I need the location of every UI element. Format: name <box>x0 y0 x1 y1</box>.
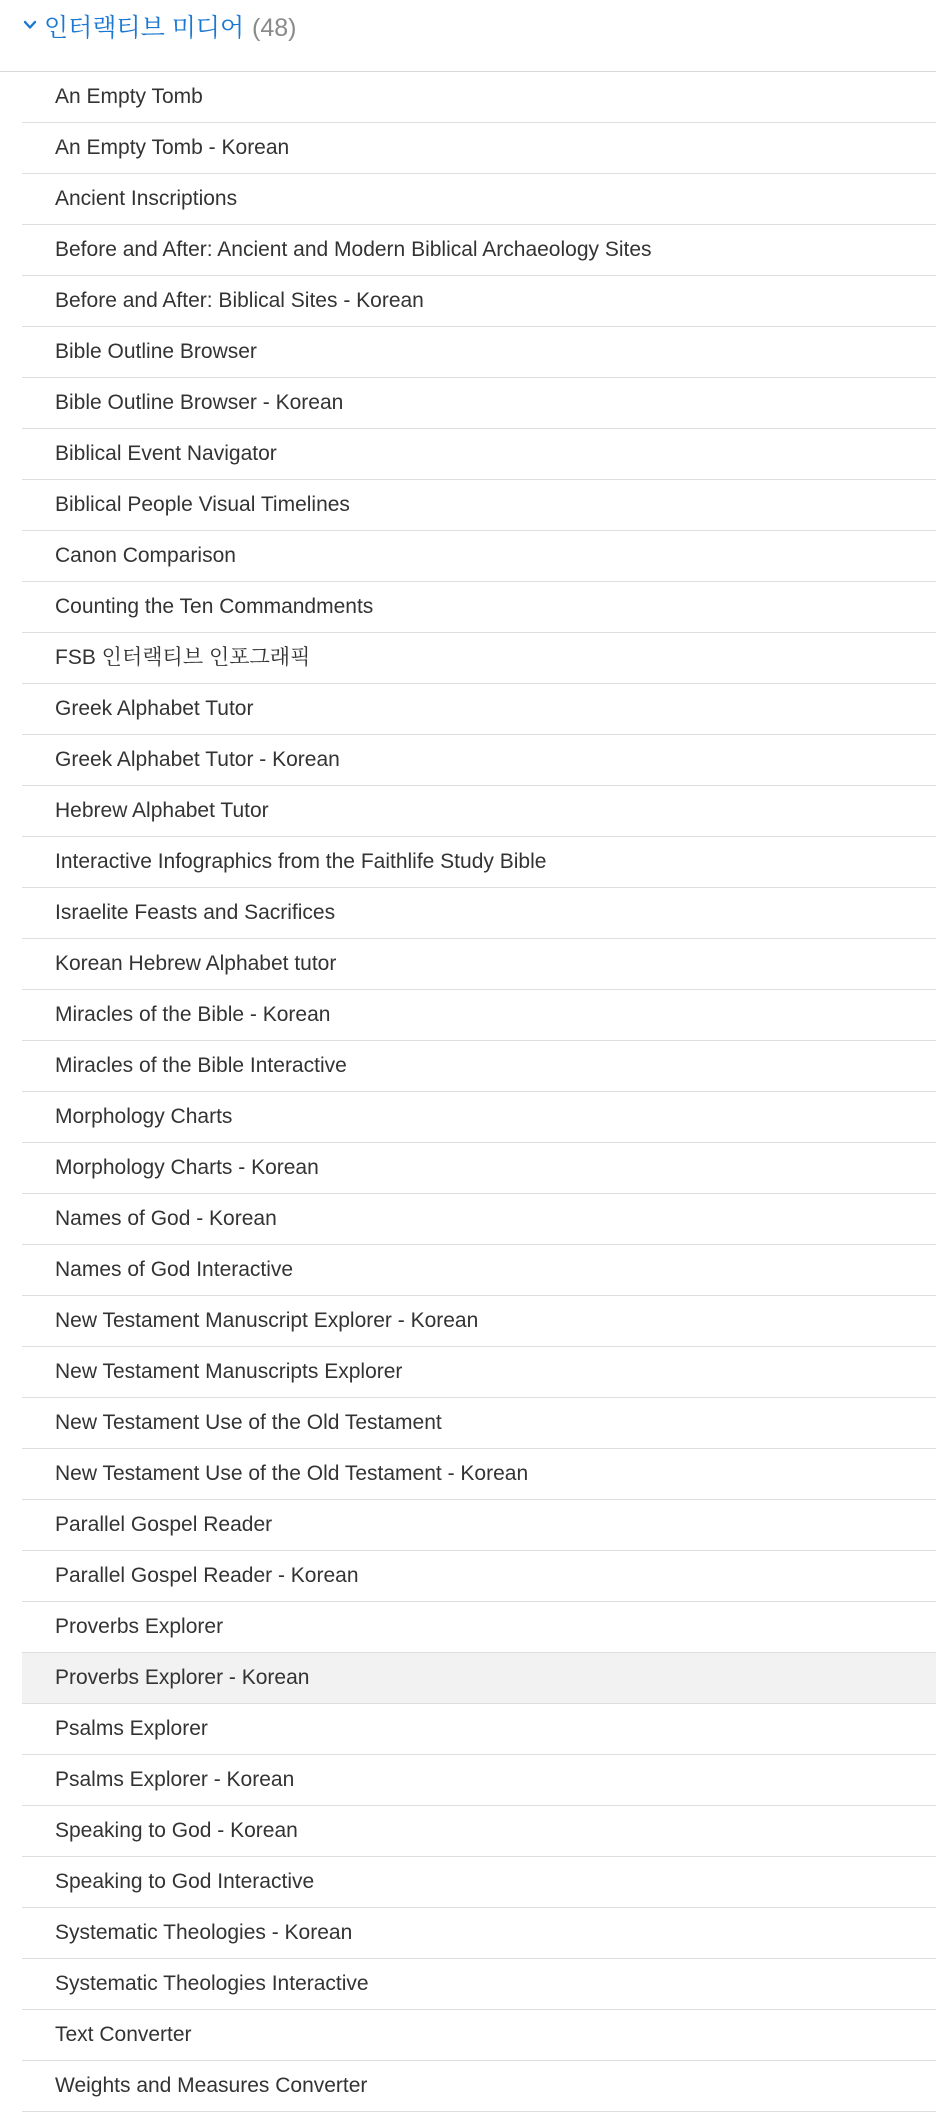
list-item[interactable]: Proverbs Explorer - Korean <box>22 1653 936 1704</box>
list-item[interactable]: Proverbs Explorer <box>22 1602 936 1653</box>
list-item[interactable]: Biblical Event Navigator <box>22 429 936 480</box>
list-item[interactable]: Speaking to God Interactive <box>22 1857 936 1908</box>
list-item[interactable]: Interactive Infographics from the Faithlife Study Bible <box>22 837 936 888</box>
list-item[interactable]: Biblical People Visual Timelines <box>22 480 936 531</box>
list-item[interactable]: New Testament Use of the Old Testament <box>22 1398 936 1449</box>
list-item[interactable]: Speaking to God - Korean <box>22 1806 936 1857</box>
list-item[interactable]: Parallel Gospel Reader - Korean <box>22 1551 936 1602</box>
list-item[interactable]: Counting the Ten Commandments <box>22 582 936 633</box>
list-item[interactable]: Text Converter <box>22 2010 936 2061</box>
list-item[interactable]: Before and After: Ancient and Modern Biblical Archaeology Sites <box>22 225 936 276</box>
list-item[interactable]: Miracles of the Bible Interactive <box>22 1041 936 1092</box>
list-item[interactable]: Bible Outline Browser <box>22 327 936 378</box>
list-item[interactable]: Psalms Explorer <box>22 1704 936 1755</box>
section-header-toggle[interactable] <box>0 0 936 72</box>
chevron-down-icon[interactable] <box>22 17 38 33</box>
list-item[interactable]: Bible Outline Browser - Korean <box>22 378 936 429</box>
list-item[interactable]: Morphology Charts <box>22 1092 936 1143</box>
list-item[interactable]: Systematic Theologies - Korean <box>22 1908 936 1959</box>
list-item[interactable]: Israelite Feasts and Sacrifices <box>22 888 936 939</box>
list-item[interactable]: Names of God - Korean <box>22 1194 936 1245</box>
list-item[interactable]: New Testament Manuscripts Explorer <box>22 1347 936 1398</box>
list-item[interactable]: Morphology Charts - Korean <box>22 1143 936 1194</box>
list-item[interactable]: Parallel Gospel Reader <box>22 1500 936 1551</box>
list-item[interactable]: Canon Comparison <box>22 531 936 582</box>
section-title[interactable]: 인터랙티브 미디어 <box>44 14 245 42</box>
list-item[interactable]: An Empty Tomb <box>22 72 936 123</box>
list-item[interactable]: Systematic Theologies Interactive <box>22 1959 936 2010</box>
list-item[interactable]: Psalms Explorer - Korean <box>22 1755 936 1806</box>
list-item[interactable]: Weights and Measures Converter <box>22 2061 936 2112</box>
media-resource-list <box>22 72 936 2112</box>
list-item[interactable]: Before and After: Biblical Sites - Korean <box>22 276 936 327</box>
list-item[interactable]: Names of God Interactive <box>22 1245 936 1296</box>
list-item[interactable]: Korean Hebrew Alphabet tutor <box>22 939 936 990</box>
list-item[interactable]: Greek Alphabet Tutor <box>22 684 936 735</box>
list-item[interactable]: Miracles of the Bible - Korean <box>22 990 936 1041</box>
section-count: (48) <box>252 14 297 42</box>
list-item[interactable]: Greek Alphabet Tutor - Korean <box>22 735 936 786</box>
list-item[interactable]: FSB 인터랙티브 인포그래픽 <box>22 633 936 684</box>
list-item[interactable]: Hebrew Alphabet Tutor <box>22 786 936 837</box>
list-item[interactable]: New Testament Use of the Old Testament - Korean <box>22 1449 936 1500</box>
list-item[interactable]: New Testament Manuscript Explorer - Korean <box>22 1296 936 1347</box>
list-item[interactable]: Ancient Inscriptions <box>22 174 936 225</box>
list-item[interactable]: An Empty Tomb - Korean <box>22 123 936 174</box>
